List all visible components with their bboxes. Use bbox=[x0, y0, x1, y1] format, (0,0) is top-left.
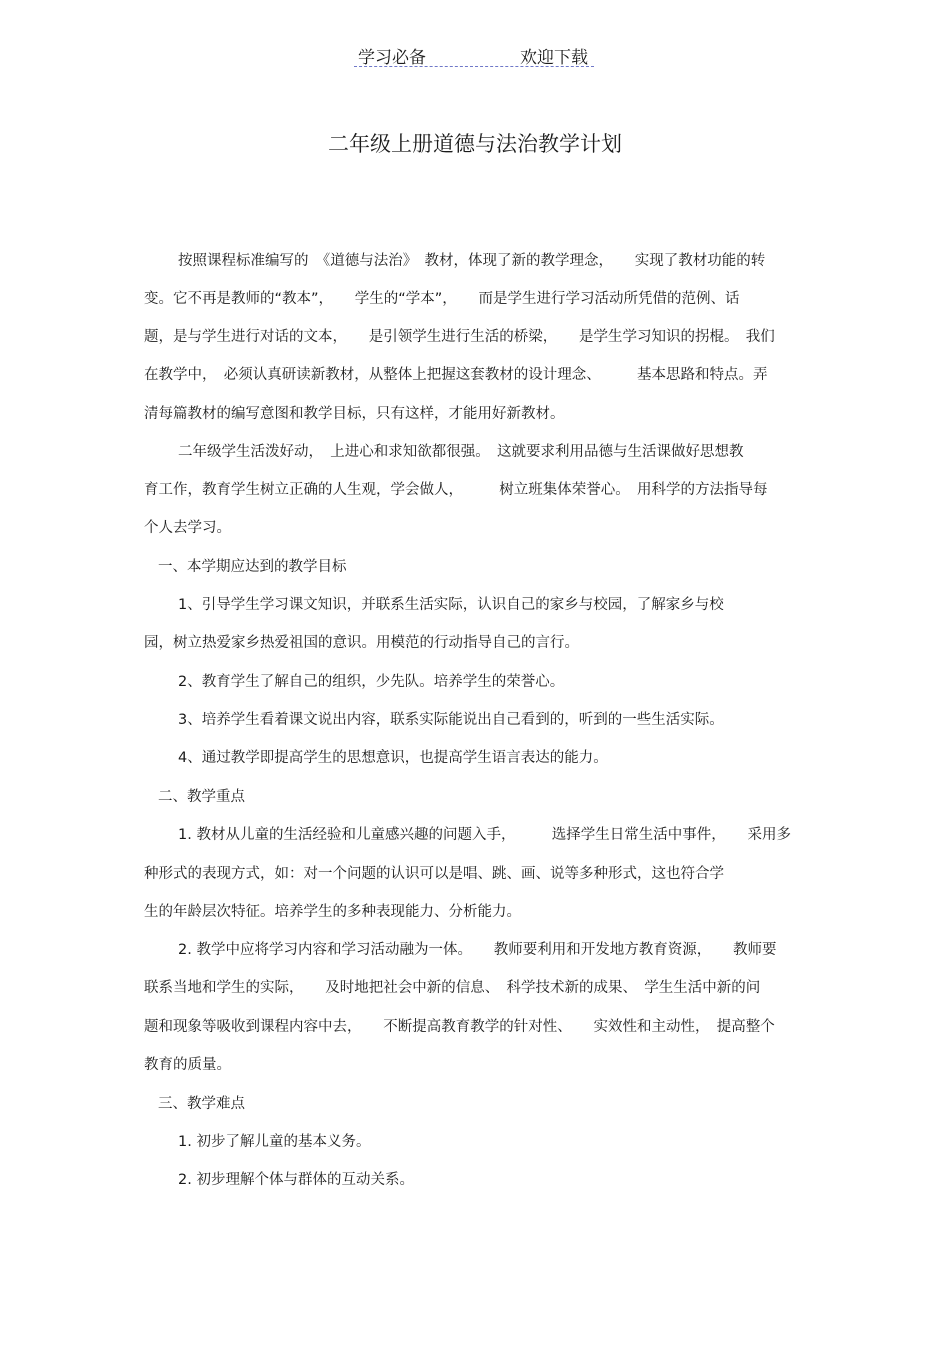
text-line: 变。它不再是教师的“教本”， 学生的“学本”， 而是学生进行学习活动所凭借的范例、话 bbox=[144, 291, 740, 307]
text-line: 2. 初步理解个体与群体的互动关系。 bbox=[178, 1172, 414, 1188]
header-right-text: 欢迎下载 bbox=[520, 48, 588, 68]
page-header bbox=[354, 40, 594, 67]
text-line: 二年级学生活泼好动， 上进心和求知欲都很强。 这就要求利用品德与生活课做好思想教 bbox=[178, 444, 744, 460]
text-line: 1、引导学生学习课文知识，并联系生活实际，认识自己的家乡与校园，了解家乡与校 bbox=[178, 597, 724, 613]
header-left-text: 学习必备 bbox=[358, 48, 426, 68]
text-line: 种形式的表现方式，如：对一个问题的认识可以是唱、跳、画、说等多种形式，这也符合学 bbox=[144, 866, 724, 882]
text-line: 2. 教学中应将学习内容和学习活动融为一体。 教师要利用和开发地方教育资源， 教师要 bbox=[178, 942, 777, 958]
section-heading: 二、教学重点 bbox=[158, 789, 245, 805]
text-line: 园，树立热爱家乡热爱祖国的意识。用模范的行动指导自己的言行。 bbox=[144, 635, 579, 651]
text-line: 题，是与学生进行对话的文本， 是引领学生进行生活的桥梁， 是学生学习知识的拐棍。 我们 bbox=[144, 329, 775, 345]
section-heading: 一、本学期应达到的教学目标 bbox=[158, 559, 347, 575]
text-line: 题和现象等吸收到课程内容中去， 不断提高教育教学的针对性、 实效性和主动性， 提高整个 bbox=[144, 1019, 775, 1035]
text-line: 2、教育学生了解自己的组织，少先队。培养学生的荣誉心。 bbox=[178, 674, 565, 690]
text-line: 4、通过教学即提高学生的思想意识，也提高学生语言表达的能力。 bbox=[178, 750, 608, 766]
text-line: 育工作，教育学生树立正确的人生观，学会做人， 树立班集体荣誉心。 用科学的方法指导每 bbox=[144, 482, 768, 498]
text-line: 1. 初步了解儿童的基本义务。 bbox=[178, 1134, 371, 1150]
document-title: 二年级上册道德与法治教学计划 bbox=[328, 132, 622, 156]
text-line: 清每篇教材的编写意图和教学目标，只有这样，才能用好新教材。 bbox=[144, 406, 565, 422]
text-line: 3、培养学生看着课文说出内容，联系实际能说出自己看到的，听到的一些生活实际。 bbox=[178, 712, 724, 728]
text-line: 生的年龄层次特征。培养学生的多种表现能力、分析能力。 bbox=[144, 904, 521, 920]
text-line: 教育的质量。 bbox=[144, 1057, 231, 1073]
section-heading: 三、教学难点 bbox=[158, 1096, 245, 1112]
text-line: 1. 教材从儿童的生活经验和儿童感兴趣的问题入手， 选择学生日常生活中事件， 采用多 bbox=[178, 827, 791, 843]
text-line: 个人去学习。 bbox=[144, 520, 231, 536]
text-line: 在教学中， 必须认真研读新教材，从整体上把握这套教材的设计理念、 基本思路和特点。弄 bbox=[144, 367, 768, 383]
text-line: 按照课程标准编写的 《道德与法治》 教材，体现了新的教学理念， 实现了教材功能的转 bbox=[178, 253, 766, 269]
text-line: 联系当地和学生的实际， 及时地把社会中新的信息、 科学技术新的成果、 学生生活中新的问 bbox=[144, 980, 761, 996]
